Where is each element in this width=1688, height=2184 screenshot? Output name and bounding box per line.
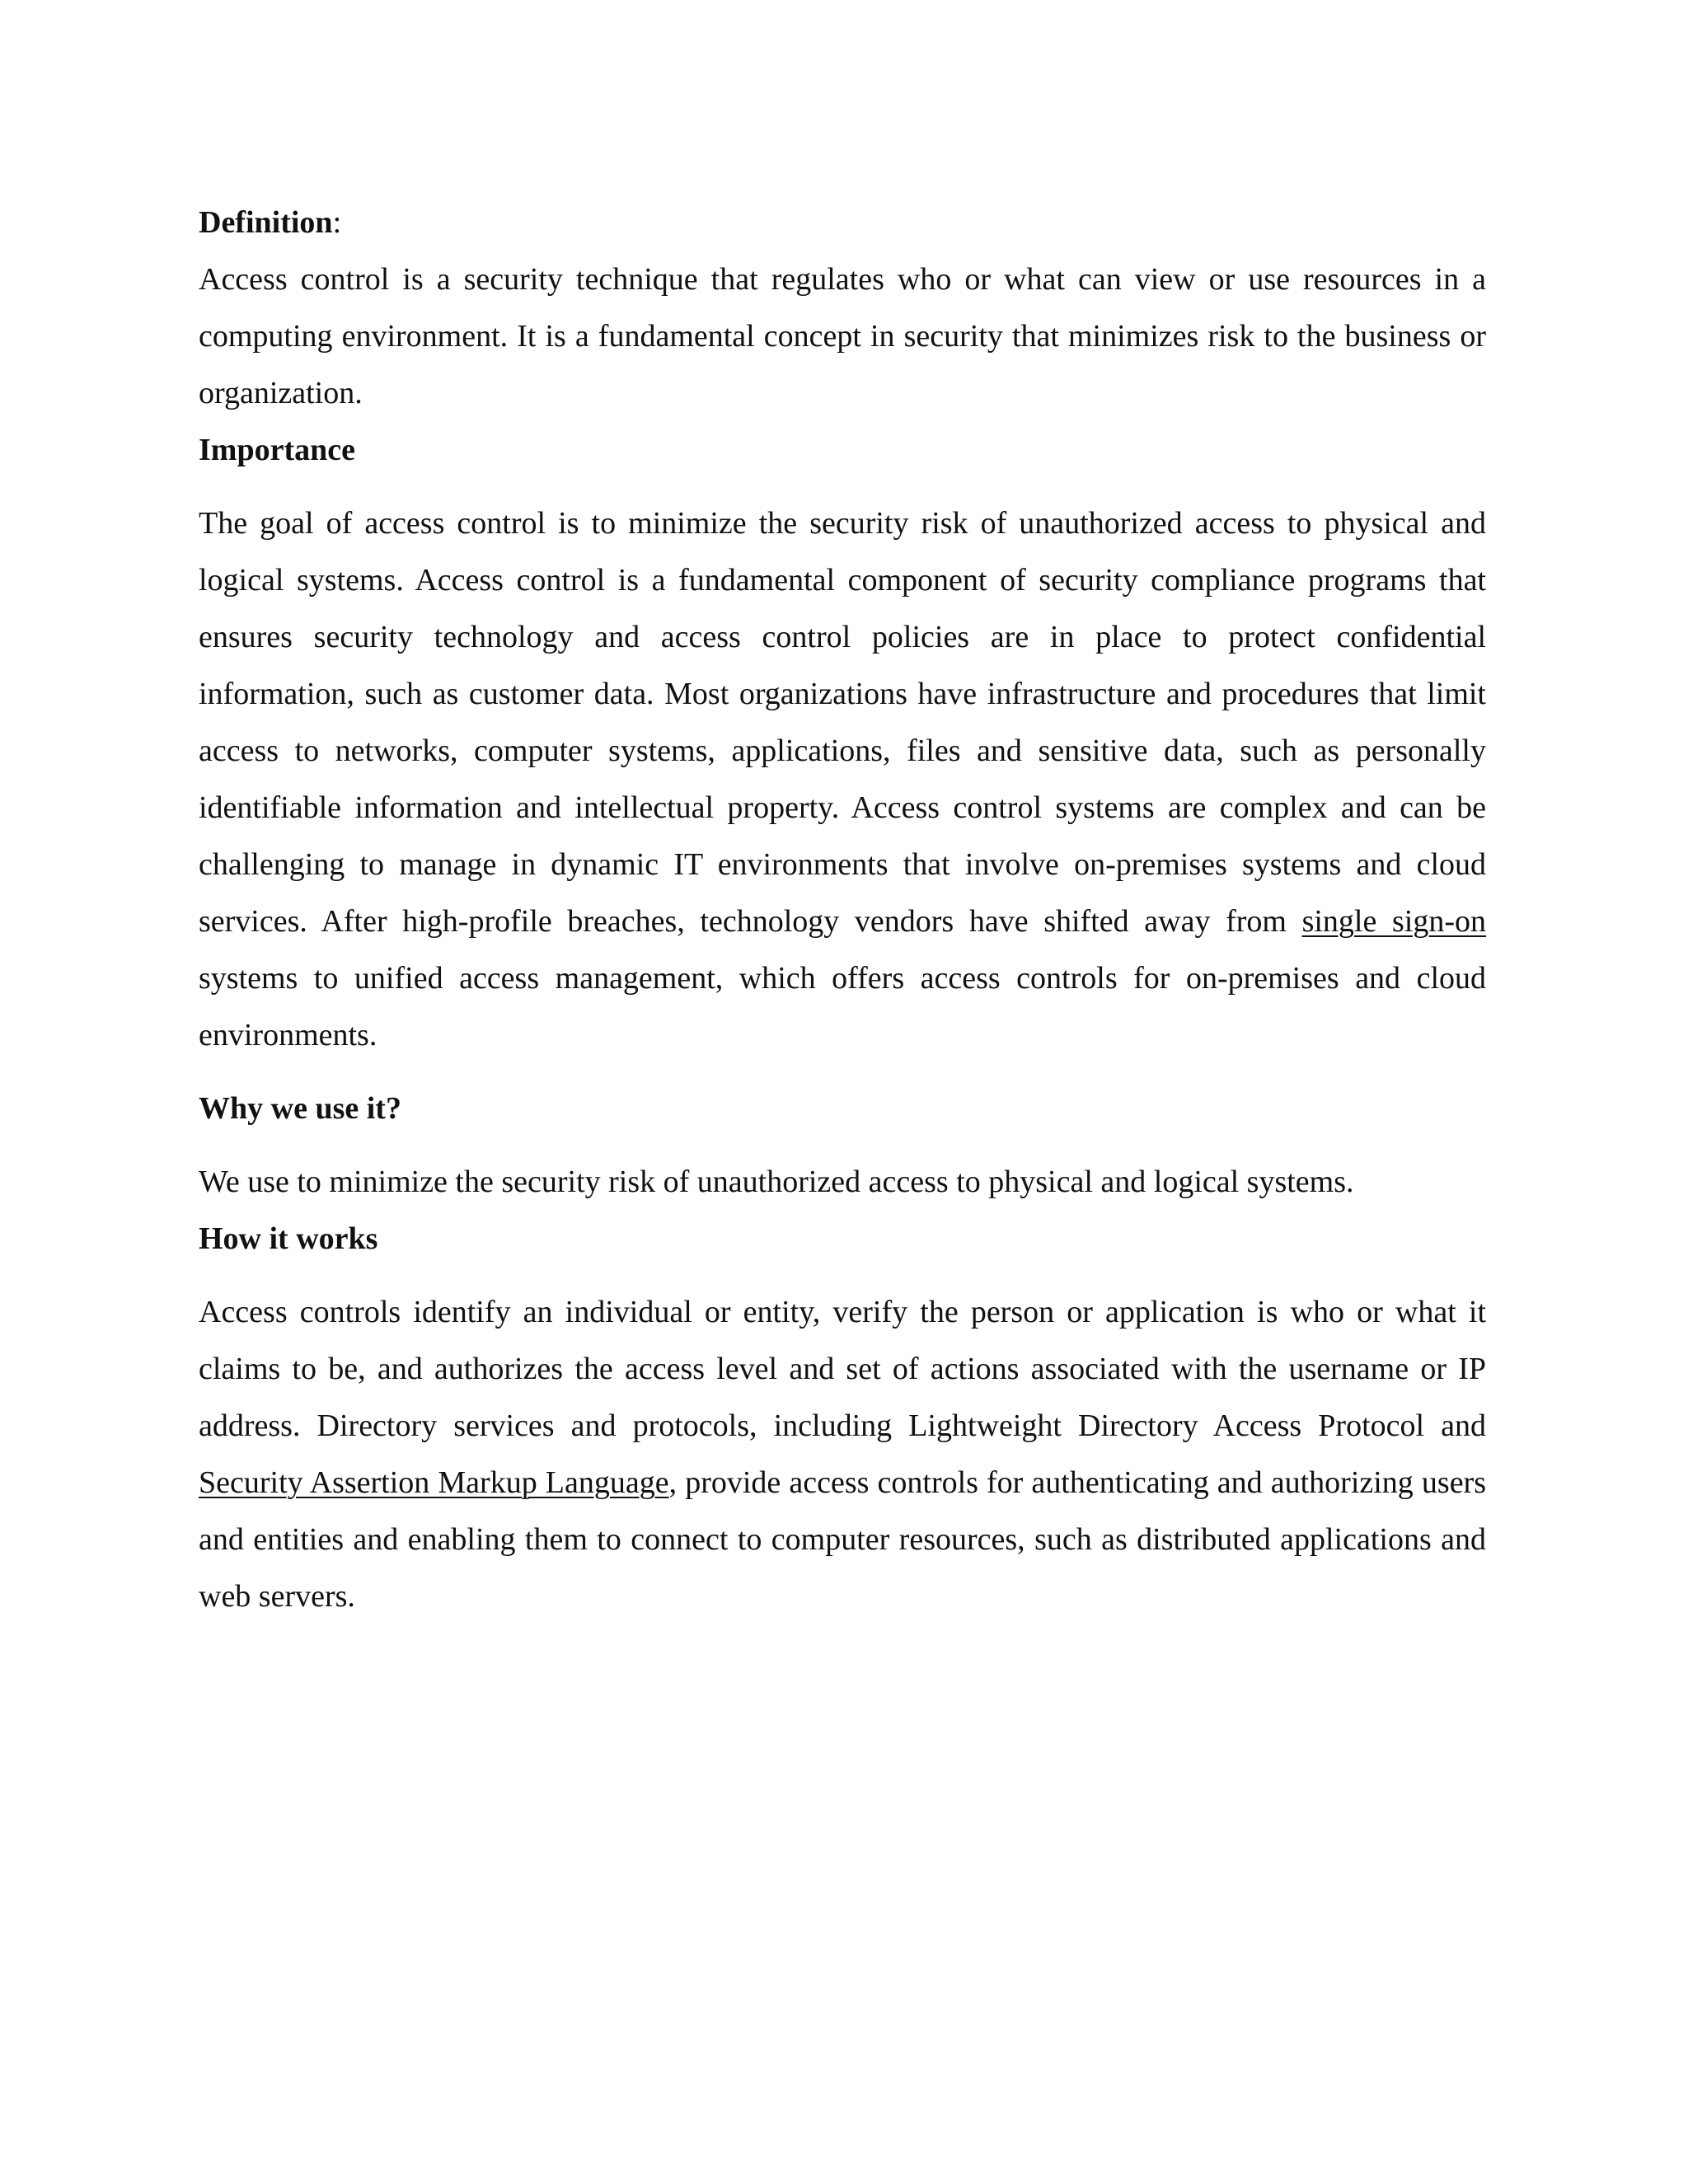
why-paragraph: We use to minimize the security risk of unauthorized access to physical and logical systems.	[199, 1165, 1354, 1199]
definition-heading-colon: :	[332, 205, 342, 240]
document-body	[199, 194, 1486, 1625]
how-text-part2: , provide access controls for authenticating and authorizing users and entities and enabling them to connect to computer resources, such as distributed applications and web servers.	[199, 1465, 1486, 1614]
definition-heading	[199, 194, 1486, 251]
how-paragraph	[199, 1284, 1486, 1625]
importance-text-part2: systems to unified access management, which offers access controls for on-premises and cloud environments.	[199, 961, 1486, 1052]
importance-heading: Importance	[199, 433, 355, 467]
importance-text-part1: The goal of access control is to minimize the security risk of unauthorized access to physical and logical systems. Access control is a fundamental component of security compliance programs that ensures security technology and access control policies are in place to protect confidential information, such as customer data. Most organizations have infrastructure and procedures that limit access to networks, computer systems, applications, files and sensitive data, such as personally identifiable information and intellectual property. Access control systems are complex and can be challenging to manage in dynamic IT environments that involve on-premises systems and cloud services. After high-profile breaches, technology vendors have shifted away from	[199, 506, 1486, 939]
how-heading: How it works	[199, 1221, 378, 1256]
saml-link[interactable]: Security Assertion Markup Language	[199, 1465, 669, 1500]
single-sign-on-link[interactable]: single sign-on	[1301, 904, 1486, 939]
how-text-part1: Access controls identify an individual or entity, verify the person or application is who or what it claims to be, and authorizes the access level and set of actions associated with the username or IP address. Directory services and protocols, including Lightweight Directory Access Protocol and	[199, 1295, 1486, 1443]
definition-heading-text: Definition	[199, 205, 333, 240]
importance-paragraph	[199, 495, 1486, 1064]
definition-paragraph: Access control is a security technique that regulates who or what can view or use resources in a computing environment. It is a fundamental concept in security that minimizes risk to the business or organization.	[199, 262, 1486, 410]
why-heading: Why we use it?	[199, 1091, 401, 1126]
